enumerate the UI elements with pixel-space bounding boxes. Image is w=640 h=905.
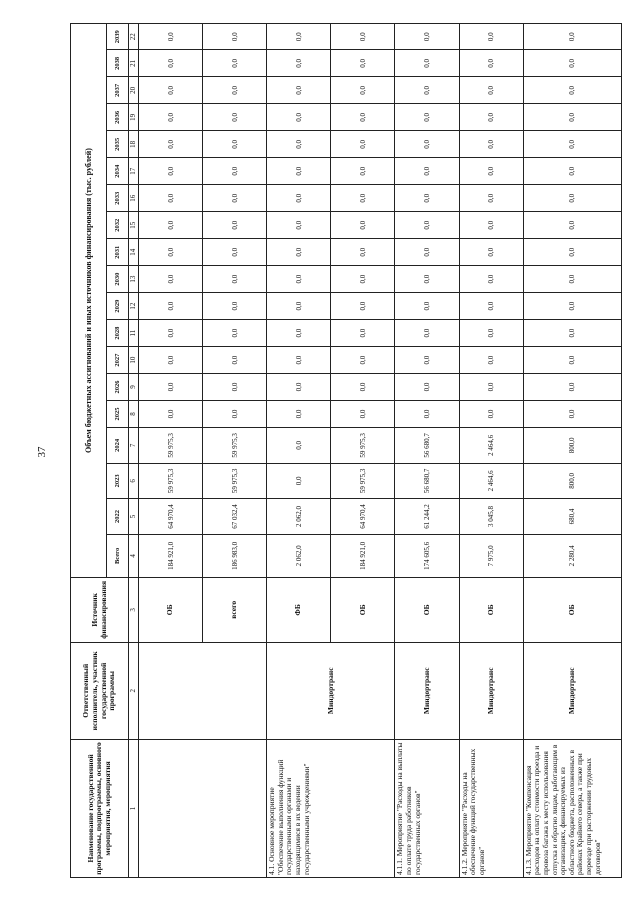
- row-year-cell: 0,0: [395, 320, 459, 347]
- index-cell: 12: [129, 293, 139, 320]
- row-total-cell: 2 280,4: [523, 534, 621, 577]
- row-year-cell: 59 975,3: [331, 428, 395, 464]
- index-cell: 8: [129, 401, 139, 428]
- row-year-cell: 0,0: [459, 374, 523, 401]
- row-year-cell: 0,0: [331, 239, 395, 266]
- header-year: 2033: [107, 185, 129, 212]
- index-cell: 16: [129, 185, 139, 212]
- row-year-cell: 0,0: [139, 266, 203, 293]
- row-year-cell: 0,0: [203, 347, 267, 374]
- row-year-cell: 680,4: [523, 499, 621, 535]
- row-year-cell: 0,0: [203, 320, 267, 347]
- row-year-cell: 0,0: [523, 185, 621, 212]
- row-source-cell: ОБ: [459, 577, 523, 642]
- row-year-cell: 0,0: [523, 104, 621, 131]
- row-year-cell: 0,0: [139, 131, 203, 158]
- row-year-cell: 0,0: [331, 212, 395, 239]
- row-year-cell: 0,0: [267, 77, 331, 104]
- row-source-cell: ФБ: [267, 577, 331, 642]
- index-row: [129, 24, 139, 878]
- row-year-cell: 0,0: [267, 374, 331, 401]
- table-row: [139, 24, 203, 878]
- row-year-cell: 0,0: [203, 266, 267, 293]
- row-year-cell: 0,0: [203, 131, 267, 158]
- row-year-cell: 56 680,7: [395, 463, 459, 499]
- table-row: [459, 24, 523, 878]
- row-year-cell: 0,0: [267, 24, 331, 50]
- row-year-cell: 0,0: [331, 401, 395, 428]
- row-year-cell: 0,0: [267, 293, 331, 320]
- row-year-cell: 0,0: [139, 293, 203, 320]
- row-year-cell: 0,0: [523, 239, 621, 266]
- row-year-cell: 0,0: [203, 158, 267, 185]
- row-year-cell: 0,0: [331, 158, 395, 185]
- row-year-cell: 0,0: [395, 266, 459, 293]
- row-year-cell: 0,0: [267, 158, 331, 185]
- row-year-cell: 2 062,0: [267, 499, 331, 535]
- header-year: 2034: [107, 158, 129, 185]
- header-year: 2031: [107, 239, 129, 266]
- row-year-cell: 0,0: [395, 401, 459, 428]
- row-year-cell: 0,0: [459, 50, 523, 77]
- row-executor-cell: [139, 642, 267, 739]
- row-executor-cell: Миндортранс: [395, 642, 459, 739]
- row-year-cell: 0,0: [139, 401, 203, 428]
- row-year-cell: 0,0: [395, 212, 459, 239]
- row-year-cell: 0,0: [523, 293, 621, 320]
- row-year-cell: 59 975,3: [203, 428, 267, 464]
- row-year-cell: 0,0: [331, 320, 395, 347]
- header-year: 2026: [107, 374, 129, 401]
- row-year-cell: 0,0: [139, 77, 203, 104]
- row-year-cell: 0,0: [267, 212, 331, 239]
- index-cell: 19: [129, 104, 139, 131]
- row-year-cell: 56 680,7: [395, 428, 459, 464]
- header-year: 2024: [107, 428, 129, 464]
- row-year-cell: 0,0: [459, 77, 523, 104]
- row-total-cell: 174 605,6: [395, 534, 459, 577]
- row-year-cell: 800,0: [523, 428, 621, 464]
- header-year: 2027: [107, 347, 129, 374]
- row-name-cell: 4.1.3. Мероприятие "Компенсация расходов на оплату стоимости проезда и провоза багажа к месту использования отпуска и обратно лицам, работающим в организациях, финансируемых из областного бюджета, расположенных в районах Крайнего севера, а также при переезде при расторжении трудовых договоров": [523, 739, 621, 877]
- row-year-cell: 0,0: [139, 50, 203, 77]
- row-source-cell: ОБ: [139, 577, 203, 642]
- row-source-cell: ОБ: [523, 577, 621, 642]
- row-year-cell: 0,0: [267, 185, 331, 212]
- row-year-cell: 0,0: [395, 347, 459, 374]
- row-total-cell: 2 062,0: [267, 534, 331, 577]
- index-cell: 11: [129, 320, 139, 347]
- row-year-cell: 0,0: [459, 401, 523, 428]
- row-year-cell: 0,0: [139, 239, 203, 266]
- row-year-cell: 0,0: [395, 185, 459, 212]
- row-year-cell: 0,0: [139, 185, 203, 212]
- row-year-cell: 0,0: [459, 24, 523, 50]
- row-year-cell: 0,0: [139, 347, 203, 374]
- header-executor: Ответственный исполнитель, участник государственной программы: [71, 642, 129, 739]
- table-row: [523, 24, 621, 878]
- row-name-cell: 4.1.1. Мероприятие "Расходы на выплаты по оплате труда работников государственных органов": [395, 739, 459, 877]
- row-executor-cell: Миндортранс: [267, 642, 395, 739]
- row-year-cell: 0,0: [395, 77, 459, 104]
- row-year-cell: 0,0: [523, 320, 621, 347]
- row-year-cell: 0,0: [267, 320, 331, 347]
- row-year-cell: 0,0: [331, 266, 395, 293]
- row-year-cell: 0,0: [523, 401, 621, 428]
- row-year-cell: 0,0: [267, 104, 331, 131]
- row-year-cell: 0,0: [459, 212, 523, 239]
- index-cell: 5: [129, 499, 139, 535]
- table-row: [267, 24, 331, 878]
- row-year-cell: 0,0: [523, 24, 621, 50]
- row-year-cell: 67 032,4: [203, 499, 267, 535]
- header-year: 2030: [107, 266, 129, 293]
- row-year-cell: 0,0: [459, 347, 523, 374]
- index-cell: 13: [129, 266, 139, 293]
- row-source-cell: ОБ: [395, 577, 459, 642]
- row-year-cell: 0,0: [331, 77, 395, 104]
- row-year-cell: 0,0: [203, 239, 267, 266]
- row-year-cell: 0,0: [267, 428, 331, 464]
- row-year-cell: 0,0: [523, 77, 621, 104]
- row-year-cell: 0,0: [523, 347, 621, 374]
- row-year-cell: 0,0: [267, 266, 331, 293]
- header-year: 2036: [107, 104, 129, 131]
- row-year-cell: 3 045,8: [459, 499, 523, 535]
- row-year-cell: 0,0: [331, 50, 395, 77]
- row-year-cell: 0,0: [139, 158, 203, 185]
- index-cell: 2: [129, 642, 139, 739]
- table-row: [395, 24, 459, 878]
- header-year: 2022: [107, 499, 129, 535]
- row-year-cell: 0,0: [523, 266, 621, 293]
- row-name-cell: [139, 739, 267, 877]
- row-year-cell: 0,0: [267, 401, 331, 428]
- header-year: 2039: [107, 24, 129, 50]
- row-source-cell: ОБ: [331, 577, 395, 642]
- row-year-cell: 0,0: [139, 374, 203, 401]
- header-total: Всего: [107, 534, 129, 577]
- row-year-cell: 0,0: [139, 212, 203, 239]
- row-year-cell: 0,0: [267, 50, 331, 77]
- row-year-cell: 0,0: [203, 50, 267, 77]
- header-year: 2029: [107, 293, 129, 320]
- header-year: 2038: [107, 50, 129, 77]
- index-cell: 1: [129, 739, 139, 877]
- header-year: 2037: [107, 77, 129, 104]
- row-year-cell: 2 464,6: [459, 463, 523, 499]
- row-year-cell: 0,0: [395, 104, 459, 131]
- row-year-cell: 0,0: [459, 104, 523, 131]
- row-year-cell: 0,0: [203, 185, 267, 212]
- index-cell: 9: [129, 374, 139, 401]
- row-year-cell: 0,0: [395, 131, 459, 158]
- funding-table: [70, 23, 622, 878]
- row-name-cell: 4.1. Основное мероприятие "Обеспечение выполнения функций государственными органами и находящимися в их ведении государственными учреждениями": [267, 739, 395, 877]
- header-year: 2035: [107, 131, 129, 158]
- row-year-cell: 59 975,3: [139, 428, 203, 464]
- row-year-cell: 0,0: [523, 131, 621, 158]
- row-year-cell: 0,0: [331, 293, 395, 320]
- header-source: Источник финансирования: [71, 577, 129, 642]
- header-name: Наименование государственной программы, подпрограммы, основного мероприятия, мероприятия: [71, 739, 129, 877]
- row-source-cell: всего: [203, 577, 267, 642]
- index-cell: 10: [129, 347, 139, 374]
- header-year: 2032: [107, 212, 129, 239]
- row-year-cell: 2 464,6: [459, 428, 523, 464]
- row-year-cell: 0,0: [267, 347, 331, 374]
- index-cell: 18: [129, 131, 139, 158]
- row-year-cell: 0,0: [523, 50, 621, 77]
- row-year-cell: 0,0: [395, 158, 459, 185]
- row-executor-cell: Миндортранс: [523, 642, 621, 739]
- row-year-cell: 0,0: [203, 374, 267, 401]
- row-year-cell: 61 244,2: [395, 499, 459, 535]
- row-total-cell: 184 921,0: [139, 534, 203, 577]
- row-executor-cell: Миндортранс: [459, 642, 523, 739]
- row-year-cell: 0,0: [459, 266, 523, 293]
- row-year-cell: 800,0: [523, 463, 621, 499]
- row-year-cell: 0,0: [203, 212, 267, 239]
- row-year-cell: 0,0: [523, 158, 621, 185]
- row-year-cell: 0,0: [459, 320, 523, 347]
- index-cell: 4: [129, 534, 139, 577]
- row-year-cell: 59 975,3: [331, 463, 395, 499]
- row-year-cell: 59 975,3: [139, 463, 203, 499]
- row-year-cell: 0,0: [203, 401, 267, 428]
- row-year-cell: 0,0: [139, 320, 203, 347]
- page-number: 37: [36, 446, 48, 458]
- row-year-cell: 0,0: [139, 24, 203, 50]
- row-year-cell: 0,0: [395, 374, 459, 401]
- row-year-cell: 0,0: [395, 239, 459, 266]
- index-cell: 22: [129, 24, 139, 50]
- header-year: 2025: [107, 401, 129, 428]
- row-year-cell: 0,0: [523, 212, 621, 239]
- table-body: [139, 24, 622, 878]
- row-year-cell: 59 975,3: [203, 463, 267, 499]
- row-year-cell: 0,0: [331, 347, 395, 374]
- index-cell: 17: [129, 158, 139, 185]
- index-cell: 15: [129, 212, 139, 239]
- row-year-cell: 0,0: [395, 293, 459, 320]
- row-year-cell: 0,0: [203, 24, 267, 50]
- row-year-cell: 0,0: [459, 293, 523, 320]
- row-year-cell: 0,0: [203, 77, 267, 104]
- index-cell: 14: [129, 239, 139, 266]
- row-year-cell: 0,0: [331, 374, 395, 401]
- row-year-cell: 0,0: [523, 374, 621, 401]
- row-total-cell: 184 921,0: [331, 534, 395, 577]
- row-year-cell: 0,0: [267, 239, 331, 266]
- header-funding-group: Объем бюджетных ассигнований и иных источников финансирования (тыс. рублей): [71, 24, 107, 578]
- row-year-cell: 0,0: [331, 131, 395, 158]
- row-year-cell: 0,0: [267, 131, 331, 158]
- index-cell: 7: [129, 428, 139, 464]
- row-year-cell: 64 970,4: [331, 499, 395, 535]
- row-year-cell: 0,0: [459, 131, 523, 158]
- row-year-cell: 0,0: [395, 24, 459, 50]
- row-year-cell: 0,0: [459, 239, 523, 266]
- row-year-cell: 0,0: [203, 293, 267, 320]
- index-cell: 20: [129, 77, 139, 104]
- index-cell: 6: [129, 463, 139, 499]
- index-cell: 21: [129, 50, 139, 77]
- row-year-cell: 0,0: [331, 24, 395, 50]
- row-year-cell: 64 970,4: [139, 499, 203, 535]
- row-year-cell: 0,0: [459, 185, 523, 212]
- header-year: 2023: [107, 463, 129, 499]
- row-year-cell: 0,0: [459, 158, 523, 185]
- row-year-cell: 0,0: [267, 463, 331, 499]
- row-name-cell: 4.1.2. Мероприятие "Расходы на обеспечение функций государственных органов": [459, 739, 523, 877]
- rotated-table-container: [70, 23, 622, 878]
- row-year-cell: 0,0: [395, 50, 459, 77]
- index-cell: 3: [129, 577, 139, 642]
- row-total-cell: 7 975,0: [459, 534, 523, 577]
- row-year-cell: 0,0: [331, 185, 395, 212]
- row-year-cell: 0,0: [139, 104, 203, 131]
- row-year-cell: 0,0: [203, 104, 267, 131]
- row-total-cell: 186 983,0: [203, 534, 267, 577]
- header-year: 2028: [107, 320, 129, 347]
- row-year-cell: 0,0: [331, 104, 395, 131]
